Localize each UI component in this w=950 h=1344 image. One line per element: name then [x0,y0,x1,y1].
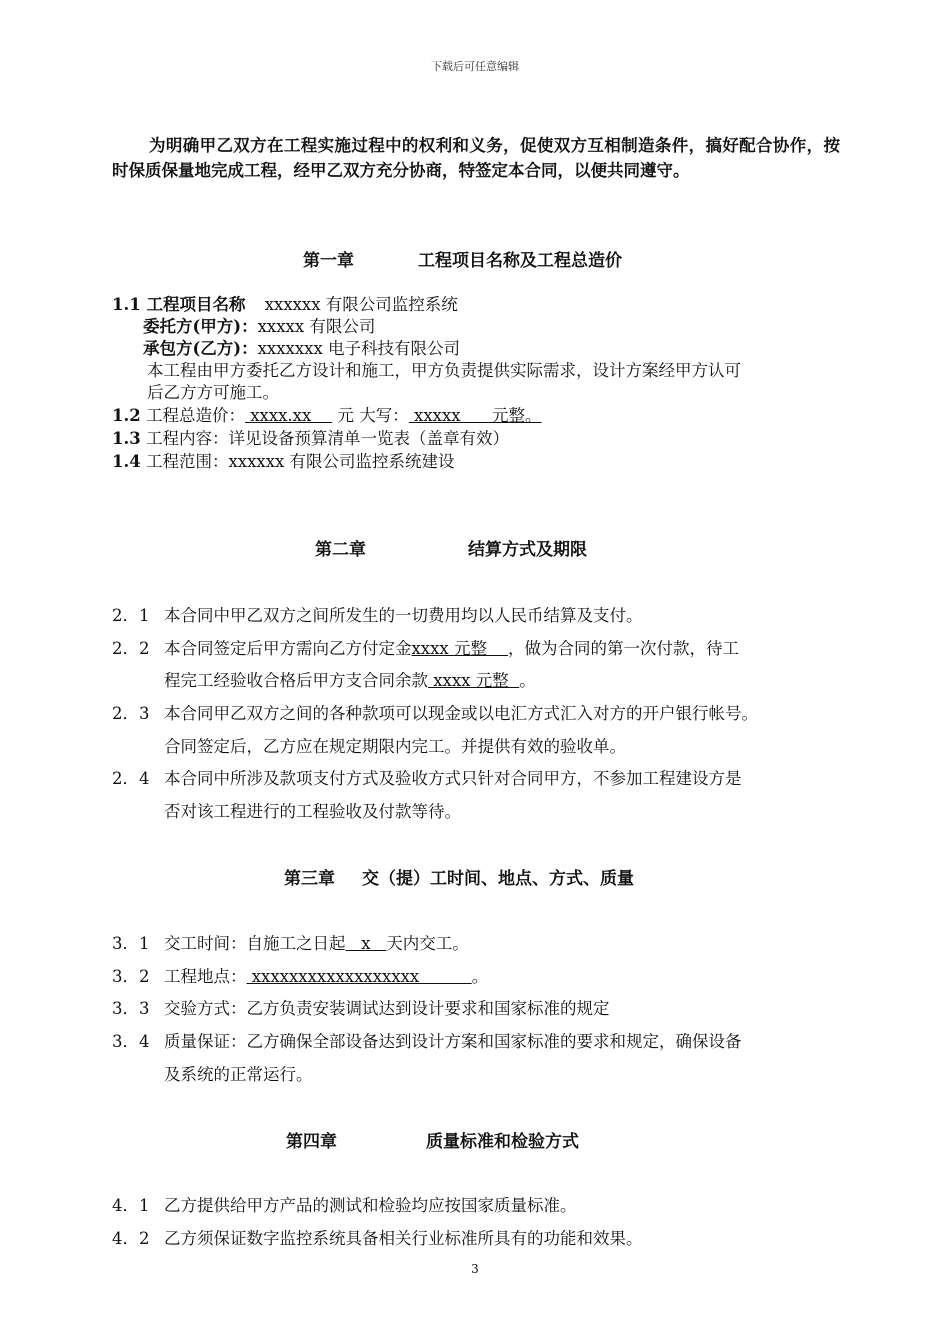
chapter-3-number: 第三章 [284,869,335,889]
project-location: xxxxxxxxxxxxxxxxxx [246,967,472,986]
clause-3-3-text: 交验方式：乙方负责安装调试达到设计要求和国家标准的规定 [164,999,610,1018]
clause-2-2-line-2 [164,667,536,691]
page-header-note: 下载后可任意编辑 [431,60,519,73]
clause-2-4-text: 本合同中所涉及款项支付方式及验收方式只针对合同甲方，不参加工程建设方是 [164,769,742,788]
chapter-4-title: 质量标准和检验方式 [426,1132,579,1152]
clause-3-4-text: 质量保证：乙方确保全部设备达到设计方案和国家标准的要求和规定，确保设备 [164,1032,742,1051]
clause-2-3-number: 2．3 [112,704,150,723]
section-1-4 [112,448,455,472]
clause-3-1-number: 3．1 [112,934,150,953]
section-1-2 [112,402,542,426]
total-price-amount: xxxx.xx [244,406,333,425]
clause-2-2-line-2-text-a: 程完工经验收合格后甲方支合同余款 [164,671,428,690]
chapter-4-number: 第四章 [286,1132,337,1152]
contractor-label: 承包方(乙方)： [143,339,258,358]
clause-4-2-text: 乙方须保证数字监控系统具备相关行业标准所具有的功能和效果。 [164,1229,643,1248]
chapter-1-number: 第一章 [303,251,354,271]
clause-2-4-line-2: 否对该工程进行的工程验收及付款等待。 [164,802,461,821]
clause-2-1-text: 本合同中甲乙双方之间所发生的一切费用均以人民币结算及支付。 [164,606,643,625]
contractor-line [143,335,460,359]
clause-3-2-number: 3．2 [112,967,150,986]
section-1-4-number: 1.4 [112,452,141,471]
clause-2-3-line-2: 合同签定后，乙方应在规定期限内完工。并提供有效的验收单。 [164,737,626,756]
project-description-line-2: 后乙方方可施工。 [147,383,279,402]
clause-4-1-number: 4．1 [112,1196,150,1215]
clause-2-2-line-1 [164,635,739,659]
page-number: 3 [471,1262,479,1276]
clause-3-2-line [164,963,488,987]
chapter-3-title: 交（提）工时间、地点、方式、质量 [362,869,634,889]
clause-4-1-text: 乙方提供给甲方产品的测试和检验均应按国家质量标准。 [164,1196,577,1215]
chapter-2-title: 结算方式及期限 [468,540,587,560]
project-description-line-1: 本工程由甲方委托乙方设计和施工，甲方负责提供实际需求，设计方案经甲方认可 [147,361,741,380]
clause-2-2-line-2-text-b: 。 [519,671,536,690]
clause-2-2-text-a: 本合同签定后甲方需向乙方付定金 [164,639,412,658]
section-1-1-value: xxxxxx 有限公司监控系统 [264,295,458,314]
clause-2-2-text-b: ，做为合同的第一次付款，待工 [507,639,739,658]
clause-3-4-line-2: 及系统的正常运行。 [164,1065,313,1084]
intro-text: 为明确甲乙双方在工程实施过程中的权利和义务，促使双方互相制造条件，搞好配合协作，按时保质保量地完成工程，经甲乙双方充分协商，特签定本合同，以便共同遵守。 [112,136,840,180]
section-1-3 [112,425,509,449]
client-line [143,313,375,337]
section-1-2-number: 1.2 [112,406,141,425]
deposit-amount: xxxx 元整 [411,639,508,658]
intro-paragraph [112,133,840,183]
total-price-in-words: xxxxx 元整。 [408,406,542,425]
clause-2-4-number: 2．4 [112,769,150,788]
total-price-unit: 元 大写： [337,406,409,425]
clause-2-2-number: 2．2 [112,639,150,658]
clause-3-3-number: 3．3 [112,999,150,1018]
clause-3-1-text-b: 天内交工。 [386,934,469,953]
chapter-2-number: 第二章 [315,540,366,560]
contractor-value: xxxxxxx 电子科技有限公司 [257,339,461,358]
balance-amount: xxxx 元整 [428,671,520,690]
clause-3-2-text-b: 。 [471,967,489,986]
section-1-1 [112,291,458,315]
section-1-3-number: 1.3 [112,429,141,448]
client-label: 委托方(甲方)： [143,317,258,336]
delivery-days: x [345,934,387,953]
clause-2-1-number: 2．1 [112,606,150,625]
clause-3-2-text-a: 工程地点： [164,967,247,986]
section-1-2-label: 工程总造价： [145,406,245,425]
clause-3-1-text-a: 交工时间：自施工之日起 [164,934,346,953]
clause-2-3-text: 本合同甲乙双方之间的各种款项可以现金或以电汇方式汇入对方的开户银行帐号。 [164,704,758,723]
clause-4-2-number: 4．2 [112,1229,150,1248]
chapter-1-title: 工程项目名称及工程总造价 [418,251,622,271]
clause-3-1-line [164,930,469,954]
section-1-1-label: 1.1 工程项目名称 [112,295,246,314]
client-value: xxxxx 有限公司 [257,317,376,336]
section-1-3-text: 工程内容：详见设备预算清单一览表（盖章有效） [145,429,509,448]
clause-3-4-number: 3．4 [112,1032,150,1051]
section-1-4-text: 工程范围：xxxxxx 有限公司监控系统建设 [145,452,455,471]
